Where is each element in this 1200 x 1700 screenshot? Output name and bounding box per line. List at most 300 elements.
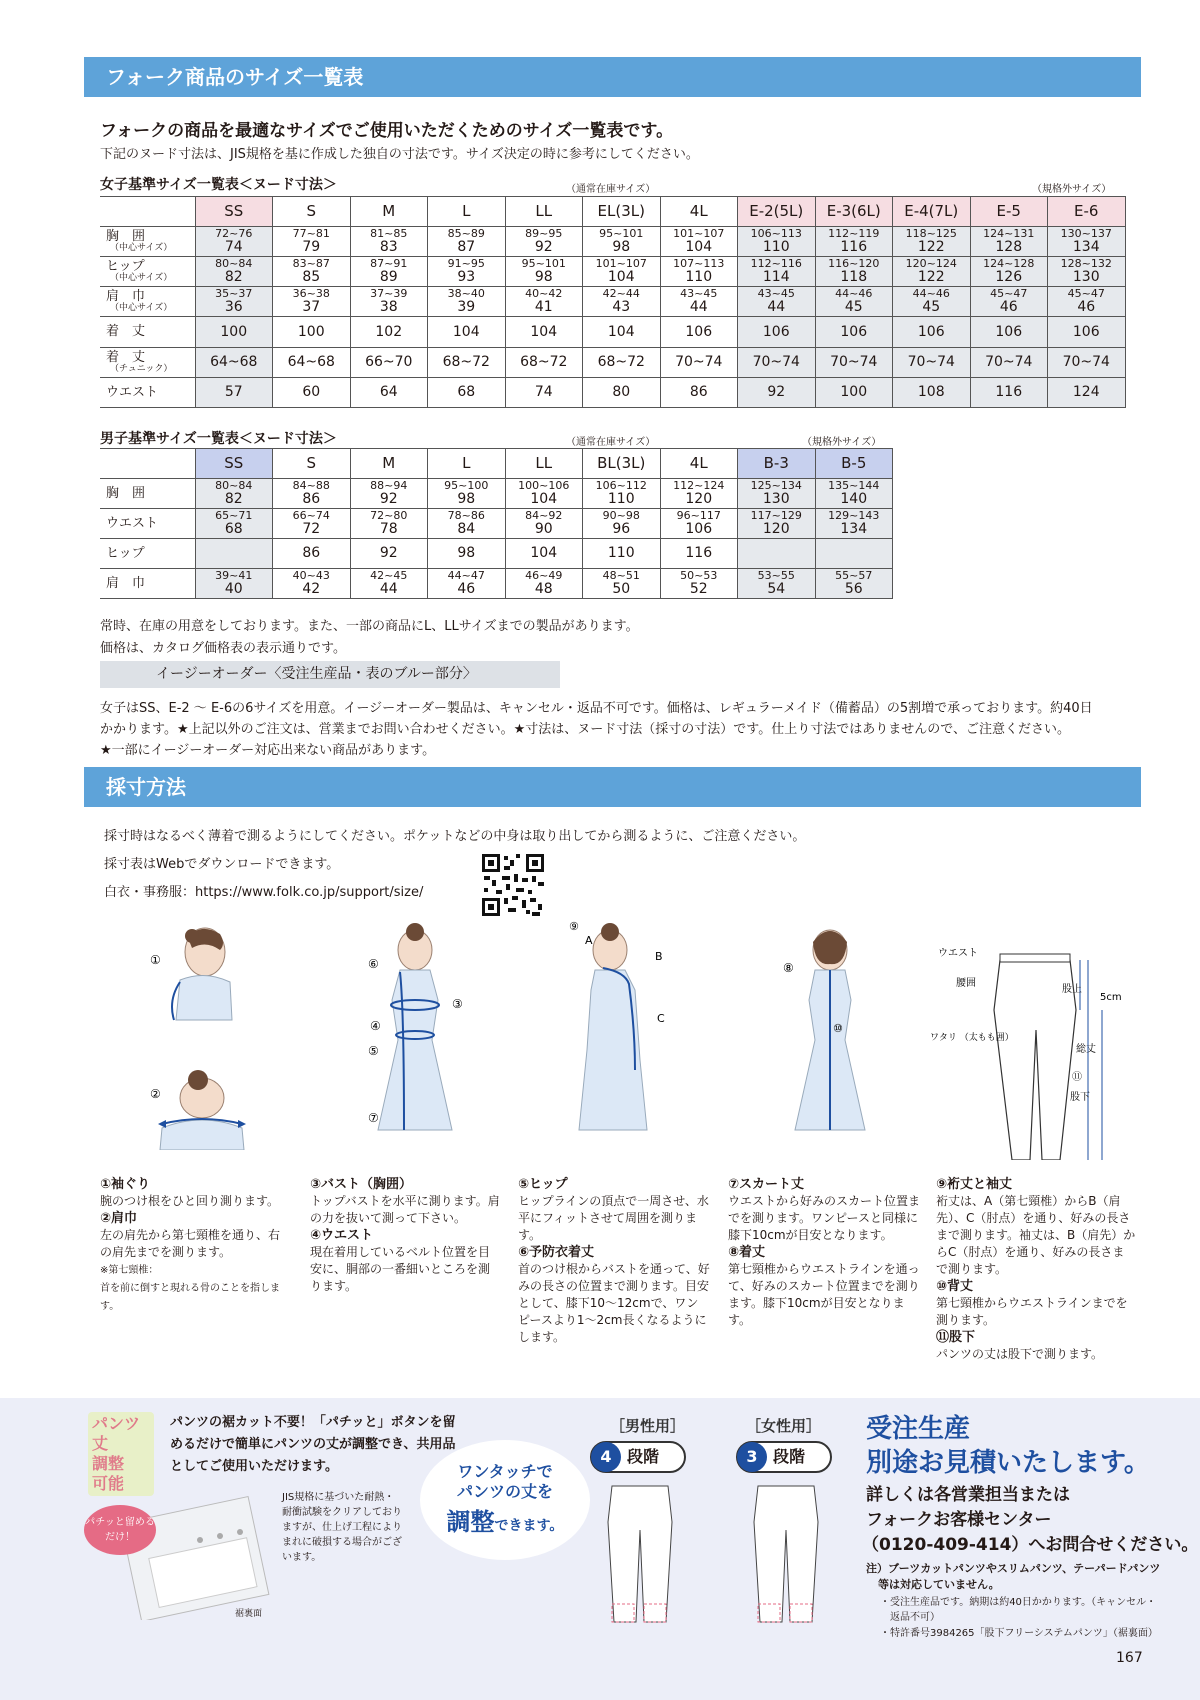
cell-range: 87~91	[370, 257, 408, 271]
cell-range: 44~47	[447, 569, 485, 583]
caption-c7-text: 首を前に倒すと現れる骨のことを指します。	[100, 1283, 280, 1312]
caption-4-text: 現在着用しているベルト位置を目安に、胴部の一番細いところを測ります。	[310, 1245, 491, 1293]
cell-range: 90~98	[602, 509, 640, 523]
cell-range: 128~132	[1060, 257, 1112, 271]
table-cell	[660, 287, 738, 317]
table-cell	[815, 539, 893, 569]
table-cell	[815, 479, 893, 509]
table-cell	[350, 479, 428, 509]
cell-value: 74	[224, 238, 243, 255]
figure-back-length	[775, 920, 885, 1160]
cell-range: 55~57	[835, 569, 873, 583]
table-cell	[660, 348, 738, 378]
cell-value: 116	[685, 545, 713, 562]
table-cell	[660, 539, 738, 569]
easy-order-text-1: 女子はSS、E-2 ～ E-6の6サイズを用意。イージーオーダー製品は、キャンセル・返品不可です。価格は、レギュラーメイド（備蓄品）の5割増で承っております。約40日	[100, 701, 1093, 716]
women-pants-illustration	[744, 1482, 826, 1627]
table-cell	[505, 227, 583, 257]
row-label-text: ヒップ	[106, 545, 145, 561]
table-cell	[273, 227, 351, 257]
cell-range: 72~76	[215, 227, 253, 241]
table-cell	[428, 479, 506, 509]
page-title: フォーク商品のサイズ一覧表	[106, 65, 364, 89]
figure-pants	[930, 940, 1140, 1160]
caption-6-title: ⑥予防衣着丈	[518, 1245, 595, 1260]
cell-value: 100	[840, 384, 868, 401]
table-cell	[660, 378, 738, 408]
table-cell	[273, 317, 351, 348]
table-cell	[350, 378, 428, 408]
table-cell	[505, 569, 583, 599]
caption-column-3	[518, 1176, 710, 1346]
cell-value: 92	[534, 238, 553, 255]
cell-value: 128	[995, 238, 1023, 255]
cell-range: 116~120	[828, 257, 880, 271]
row-label-text: 着 丈	[106, 349, 146, 365]
table-cell	[428, 287, 506, 317]
table-cell	[660, 257, 738, 287]
header-corner-cell	[100, 197, 195, 227]
table-cell	[738, 539, 816, 569]
table-cell	[583, 317, 661, 348]
measure-title: 採寸方法	[106, 775, 186, 799]
table-cell	[195, 348, 273, 378]
cell-value: 70~74	[985, 354, 1033, 371]
table-cell	[970, 227, 1048, 257]
row-label-sub: （中心サイズ）	[110, 302, 173, 313]
table-cell	[195, 227, 273, 257]
fig-label-9: ⑨	[569, 920, 579, 933]
cell-value: 126	[995, 268, 1023, 285]
table-cell	[273, 287, 351, 317]
row-label	[100, 317, 195, 348]
jis-note: JIS規格に基づいた耐熱・耐衝試験をクリアしておりますが、仕上げ工程によりまれに破損する場合がございます。	[282, 1492, 402, 1563]
table-cell	[738, 287, 816, 317]
cell-range: 91~95	[447, 257, 485, 271]
cell-value: 86	[689, 384, 708, 401]
cell-value: 60	[302, 384, 321, 401]
table-cell	[505, 317, 583, 348]
cell-value: 98	[457, 490, 476, 507]
cell-value: 98	[457, 545, 476, 562]
table-cell	[1048, 348, 1126, 378]
table-row	[100, 287, 1125, 317]
one-touch-callout	[420, 1440, 590, 1560]
row-label-sub: （中心サイズ）	[110, 272, 173, 283]
size-header-cell: E-4(7L)	[893, 197, 971, 227]
cell-value: 104	[685, 238, 713, 255]
table-cell	[428, 348, 506, 378]
men-steps-suffix: 段階	[627, 1447, 660, 1466]
table-cell	[660, 227, 738, 257]
caption-column-5	[936, 1176, 1136, 1363]
fig-label-11: ⑪	[1072, 1072, 1082, 1083]
table-cell	[350, 348, 428, 378]
caption-11-text: パンツの丈は股下で測ります。	[936, 1347, 1104, 1361]
measure-line-1: 採寸時はなるべく薄着で測るようにしてください。ポケットなどの中身は取り出してから測るように、ご注意ください。	[104, 829, 806, 844]
cell-value: 118	[840, 268, 868, 285]
row-label	[100, 479, 195, 509]
cell-value: 79	[302, 238, 321, 255]
caption-column-2	[310, 1176, 500, 1295]
caption-3-title: ③バスト（胸囲）	[310, 1177, 413, 1192]
cell-value: 57	[224, 384, 243, 401]
cell-value: 108	[917, 384, 945, 401]
size-header-cell: LL	[505, 197, 583, 227]
cell-value: 52	[689, 580, 708, 597]
table-cell	[583, 287, 661, 317]
row-label	[100, 569, 195, 599]
cell-value: 70~74	[1062, 354, 1110, 371]
row-label-text: ウエスト	[106, 515, 159, 531]
cell-value: 70~74	[675, 354, 723, 371]
cell-range: 35~37	[215, 287, 253, 301]
row-label-sub: （中心サイズ）	[110, 242, 173, 253]
cell-range: 44~46	[912, 287, 950, 301]
table-cell	[350, 509, 428, 539]
table-cell	[428, 539, 506, 569]
table-cell	[893, 257, 971, 287]
fig-label-10: ⑩	[833, 1022, 843, 1035]
cell-value: 78	[379, 520, 398, 537]
fig-label-inseam: 股下	[1070, 1092, 1090, 1103]
cell-value: 64	[379, 384, 398, 401]
order-note-5: ・特許番号3984265「股下フリーシステムパンツ」（裾裏面）	[880, 1628, 1158, 1639]
section-header-size-table	[84, 57, 1141, 97]
table-row	[100, 479, 893, 509]
easy-order-text-3: ★一部にイージーオーダー対応出来ない商品があります。	[100, 743, 436, 758]
table-cell	[660, 569, 738, 599]
cell-range: 89~95	[525, 227, 563, 241]
table-cell	[583, 569, 661, 599]
cell-value: 104	[452, 323, 480, 340]
men-label: ［男性用］	[610, 1417, 686, 1435]
women-label: ［女性用］	[746, 1417, 822, 1435]
table-cell	[970, 378, 1048, 408]
size-header-cell: E-6	[1048, 197, 1126, 227]
cell-range: 85~89	[447, 227, 485, 241]
row-label-text: 胸 囲	[106, 485, 146, 501]
cell-range: 120~124	[905, 257, 957, 271]
women-table-title: 女子基準サイズ一覧表＜ヌード寸法＞	[100, 177, 337, 193]
order-text-2: フォークお客様センター	[866, 1510, 1052, 1530]
cell-range: 101~107	[673, 227, 725, 241]
measure-url[interactable]: 白衣・事務服：https://www.folk.co.jp/support/size/	[104, 885, 424, 900]
cell-value: 50	[612, 580, 631, 597]
fig-label-5cm: 5cm	[1100, 992, 1122, 1003]
hem-label: 裾裏面	[235, 1609, 263, 1619]
order-heading-1: 受注生産	[866, 1414, 971, 1444]
cell-value: 106	[762, 323, 790, 340]
cell-value: 98	[612, 238, 631, 255]
caption-3-text: トップバストを水平に測ります。肩の力を抜いて測って下さい。	[310, 1194, 500, 1225]
table-cell	[505, 257, 583, 287]
cell-value: 45	[922, 298, 941, 315]
cell-value: 106	[685, 520, 713, 537]
cell-value: 80	[612, 384, 631, 401]
table-cell	[428, 569, 506, 599]
fig-label-3: ③	[452, 997, 463, 1011]
cell-value: 68	[224, 520, 243, 537]
row-label	[100, 287, 195, 317]
men-steps-number: 4	[591, 1442, 621, 1472]
table-cell	[273, 257, 351, 287]
size-header-cell: S	[273, 449, 351, 479]
cell-value: 90	[534, 520, 553, 537]
cell-value: 45	[844, 298, 863, 315]
order-note-2: 等は対応していません。	[878, 1578, 1000, 1591]
table-row	[100, 317, 1125, 348]
cell-value: 104	[607, 268, 635, 285]
cell-value: 40	[224, 580, 243, 597]
size-header-cell: LL	[505, 449, 583, 479]
cell-value: 114	[762, 268, 790, 285]
fig-label-total: 総丈	[1076, 1044, 1096, 1055]
cell-range: 65~71	[215, 509, 253, 523]
table-cell	[815, 348, 893, 378]
cell-range: 53~55	[757, 569, 795, 583]
fig-label-2: ②	[150, 1087, 161, 1101]
table-cell	[583, 539, 661, 569]
row-label-text: ウエスト	[106, 384, 159, 400]
cell-value: 85	[302, 268, 321, 285]
table-cell	[195, 539, 273, 569]
cell-value: 110	[607, 490, 635, 507]
cell-range: 107~113	[673, 257, 725, 271]
cell-range: 66~74	[292, 509, 330, 523]
cell-value: 38	[379, 298, 398, 315]
table-cell	[273, 539, 351, 569]
table-cell	[195, 569, 273, 599]
table-cell	[350, 287, 428, 317]
table-cell	[738, 227, 816, 257]
fig-label-rise: 股上	[1062, 984, 1082, 995]
order-heading-2: 別途お見積いたします。	[866, 1448, 1150, 1478]
cell-value: 64~68	[287, 354, 335, 371]
figure-bust-waist	[360, 920, 470, 1160]
size-header-cell: B-5	[815, 449, 893, 479]
cell-value: 68~72	[442, 354, 490, 371]
cell-value: 56	[844, 580, 863, 597]
table-cell	[1048, 378, 1126, 408]
cell-range: 50~53	[680, 569, 718, 583]
cell-value: 43	[612, 298, 631, 315]
cell-range: 43~45	[757, 287, 795, 301]
cell-range: 135~144	[828, 479, 880, 493]
cell-value: 68	[457, 384, 476, 401]
cell-range: 112~124	[673, 479, 725, 493]
cell-value: 102	[375, 323, 403, 340]
table-row	[100, 539, 893, 569]
men-nonstd-label: （規格外サイズ）	[802, 437, 882, 448]
cell-value: 100	[220, 323, 248, 340]
size-header-cell: BL(3L)	[583, 449, 661, 479]
row-label-sub: （チュニック）	[110, 363, 173, 374]
men-size-table	[100, 448, 893, 599]
caption-1-text: 腕のつけ根をひと回り測ります。	[100, 1194, 280, 1208]
row-label-text: 胸 囲	[106, 228, 146, 244]
cell-value: 46	[999, 298, 1018, 315]
table-cell	[738, 378, 816, 408]
cell-range: 83~87	[292, 257, 330, 271]
row-label	[100, 227, 195, 257]
caption-column-4	[728, 1176, 920, 1329]
stock-note-1: 常時、在庫の用意をしております。また、一部の商品にL、LLサイズまでの製品があります。	[100, 619, 639, 634]
pants-promo-text: パンツの裾カット不要！「パチッと」ボタンを留めるだけで簡単にパンツの丈が調整でき、共用品としてご使用いただけます。	[170, 1415, 456, 1474]
cell-value: 116	[840, 238, 868, 255]
table-cell	[273, 348, 351, 378]
order-note-1: 注）ブーツカットパンツやスリムパンツ、テーパードパンツ	[866, 1562, 1161, 1575]
fig-label-1: ①	[150, 953, 161, 967]
caption-5-title: ⑤ヒップ	[518, 1177, 568, 1192]
cell-value: 106	[685, 323, 713, 340]
size-header-cell: SS	[195, 197, 273, 227]
cell-value: 92	[379, 545, 398, 562]
table-cell	[815, 509, 893, 539]
cell-value: 46	[457, 580, 476, 597]
cell-value: 110	[685, 268, 713, 285]
cell-range: 48~51	[602, 569, 640, 583]
size-header-cell: B-3	[738, 449, 816, 479]
size-header-cell: M	[350, 197, 428, 227]
cell-value: 120	[685, 490, 713, 507]
cell-range: 95~101	[599, 227, 644, 241]
row-label-text: 着 丈	[106, 324, 146, 340]
table-cell	[273, 378, 351, 408]
table-cell	[893, 287, 971, 317]
table-cell	[815, 378, 893, 408]
fig-label-thigh: ワタリ （太もも囲）	[930, 1033, 1014, 1043]
cell-range: 117~129	[750, 509, 802, 523]
order-phone[interactable]: （0120-409-414）へお問合せください。	[862, 1535, 1199, 1555]
cell-range: 81~85	[370, 227, 408, 241]
table-cell	[428, 257, 506, 287]
cell-range: 80~84	[215, 479, 253, 493]
cell-value: 100	[297, 323, 325, 340]
cell-range: 101~107	[595, 257, 647, 271]
women-steps-badge	[736, 1441, 832, 1473]
row-label	[100, 257, 195, 287]
badge-line-1: パンツ丈	[92, 1414, 141, 1453]
cell-range: 96~117	[676, 509, 721, 523]
fig-label-6: ⑥	[368, 957, 379, 971]
table-cell	[350, 317, 428, 348]
cell-range: 36~38	[292, 287, 330, 301]
table-cell	[660, 317, 738, 348]
table-cell	[738, 569, 816, 599]
table-cell	[1048, 317, 1126, 348]
measure-line-2: 採寸表はWebでダウンロードできます。	[104, 857, 340, 872]
order-note-4: 返品不可）	[890, 1612, 940, 1623]
table-cell	[505, 479, 583, 509]
table-cell	[893, 378, 971, 408]
table-cell	[893, 227, 971, 257]
cell-range: 40~43	[292, 569, 330, 583]
cell-value: 104	[530, 490, 558, 507]
intro-note: 下記のヌード寸法は、JIS規格を基に作成した独自の寸法です。サイズ決定の時に参考にしてください。	[100, 147, 699, 162]
table-cell	[970, 348, 1048, 378]
cell-value: 68~72	[520, 354, 568, 371]
cell-range: 95~100	[444, 479, 489, 493]
cell-range: 124~131	[983, 227, 1035, 241]
table-cell	[815, 317, 893, 348]
cell-range: 39~41	[215, 569, 253, 583]
callout-line-1: ワンタッチで	[457, 1462, 553, 1481]
cell-value: 116	[995, 384, 1023, 401]
fig-label-8: ⑧	[783, 961, 794, 975]
table-cell	[505, 348, 583, 378]
qr-code-icon[interactable]	[480, 852, 546, 918]
cell-value: 74	[534, 384, 553, 401]
size-header-cell: E-2(5L)	[738, 197, 816, 227]
hem-bubble: パチッと留めるだけ！	[84, 1505, 156, 1555]
caption-8-text: 第七頸椎からウエストラインを通って、好みのスカート位置までを測ります。膝下10cmが目安となります。	[728, 1262, 920, 1327]
caption-9-text: 裄丈は、A（第七頸椎）からB（肩先）、C（肘点）を通り、好みの長さまで測ります。袖丈は、B（肩先）からC（肘点）を通り、好みの長さまで測ります。	[936, 1194, 1136, 1276]
cell-range: 106~113	[750, 227, 802, 241]
cell-range: 124~128	[983, 257, 1035, 271]
header-corner-cell	[100, 449, 195, 479]
size-header-cell: E-5	[970, 197, 1048, 227]
cell-value: 66~70	[365, 354, 413, 371]
row-label	[100, 539, 195, 569]
callout-line-3: 調整	[446, 1508, 495, 1536]
men-stock-label: （通常在庫サイズ）	[566, 437, 656, 448]
table-cell	[815, 227, 893, 257]
caption-1-title: ①袖ぐり	[100, 1177, 151, 1192]
cell-range: 112~116	[750, 257, 802, 271]
table-row	[100, 257, 1125, 287]
cell-value: 130	[1072, 268, 1100, 285]
cell-value: 48	[534, 580, 553, 597]
cell-range: 44~46	[835, 287, 873, 301]
cell-range: 46~49	[525, 569, 563, 583]
table-cell	[195, 479, 273, 509]
table-cell	[660, 479, 738, 509]
cell-range: 42~44	[602, 287, 640, 301]
row-label-text: 肩 巾	[106, 575, 146, 591]
cell-value: 86	[302, 545, 321, 562]
cell-range: 88~94	[370, 479, 408, 493]
women-steps-number: 3	[737, 1442, 767, 1472]
callout-line-4: できます。	[494, 1518, 564, 1534]
men-pants-illustration	[598, 1482, 680, 1627]
cell-value: 104	[530, 545, 558, 562]
cell-value: 44	[767, 298, 786, 315]
cell-range: 72~80	[370, 509, 408, 523]
cell-range: 129~143	[828, 509, 880, 523]
cell-value: 83	[379, 238, 398, 255]
fig-label-hip: 腰囲	[956, 978, 976, 989]
table-cell	[970, 287, 1048, 317]
cell-range: 118~125	[905, 227, 957, 241]
cell-range: 40~42	[525, 287, 563, 301]
table-cell	[815, 257, 893, 287]
cell-value: 89	[379, 268, 398, 285]
cell-range: 37~39	[370, 287, 408, 301]
caption-9-title: ⑨裄丈と袖丈	[936, 1177, 1013, 1192]
size-header-cell: EL(3L)	[583, 197, 661, 227]
table-row	[100, 348, 1125, 378]
cell-value: 110	[762, 238, 790, 255]
fig-label-A: A	[585, 934, 593, 947]
cell-value: 98	[534, 268, 553, 285]
women-steps-suffix: 段階	[773, 1447, 806, 1466]
cell-value: 130	[762, 490, 790, 507]
size-header-cell: L	[428, 197, 506, 227]
table-cell	[738, 509, 816, 539]
cell-value: 37	[302, 298, 321, 315]
row-label	[100, 378, 195, 408]
